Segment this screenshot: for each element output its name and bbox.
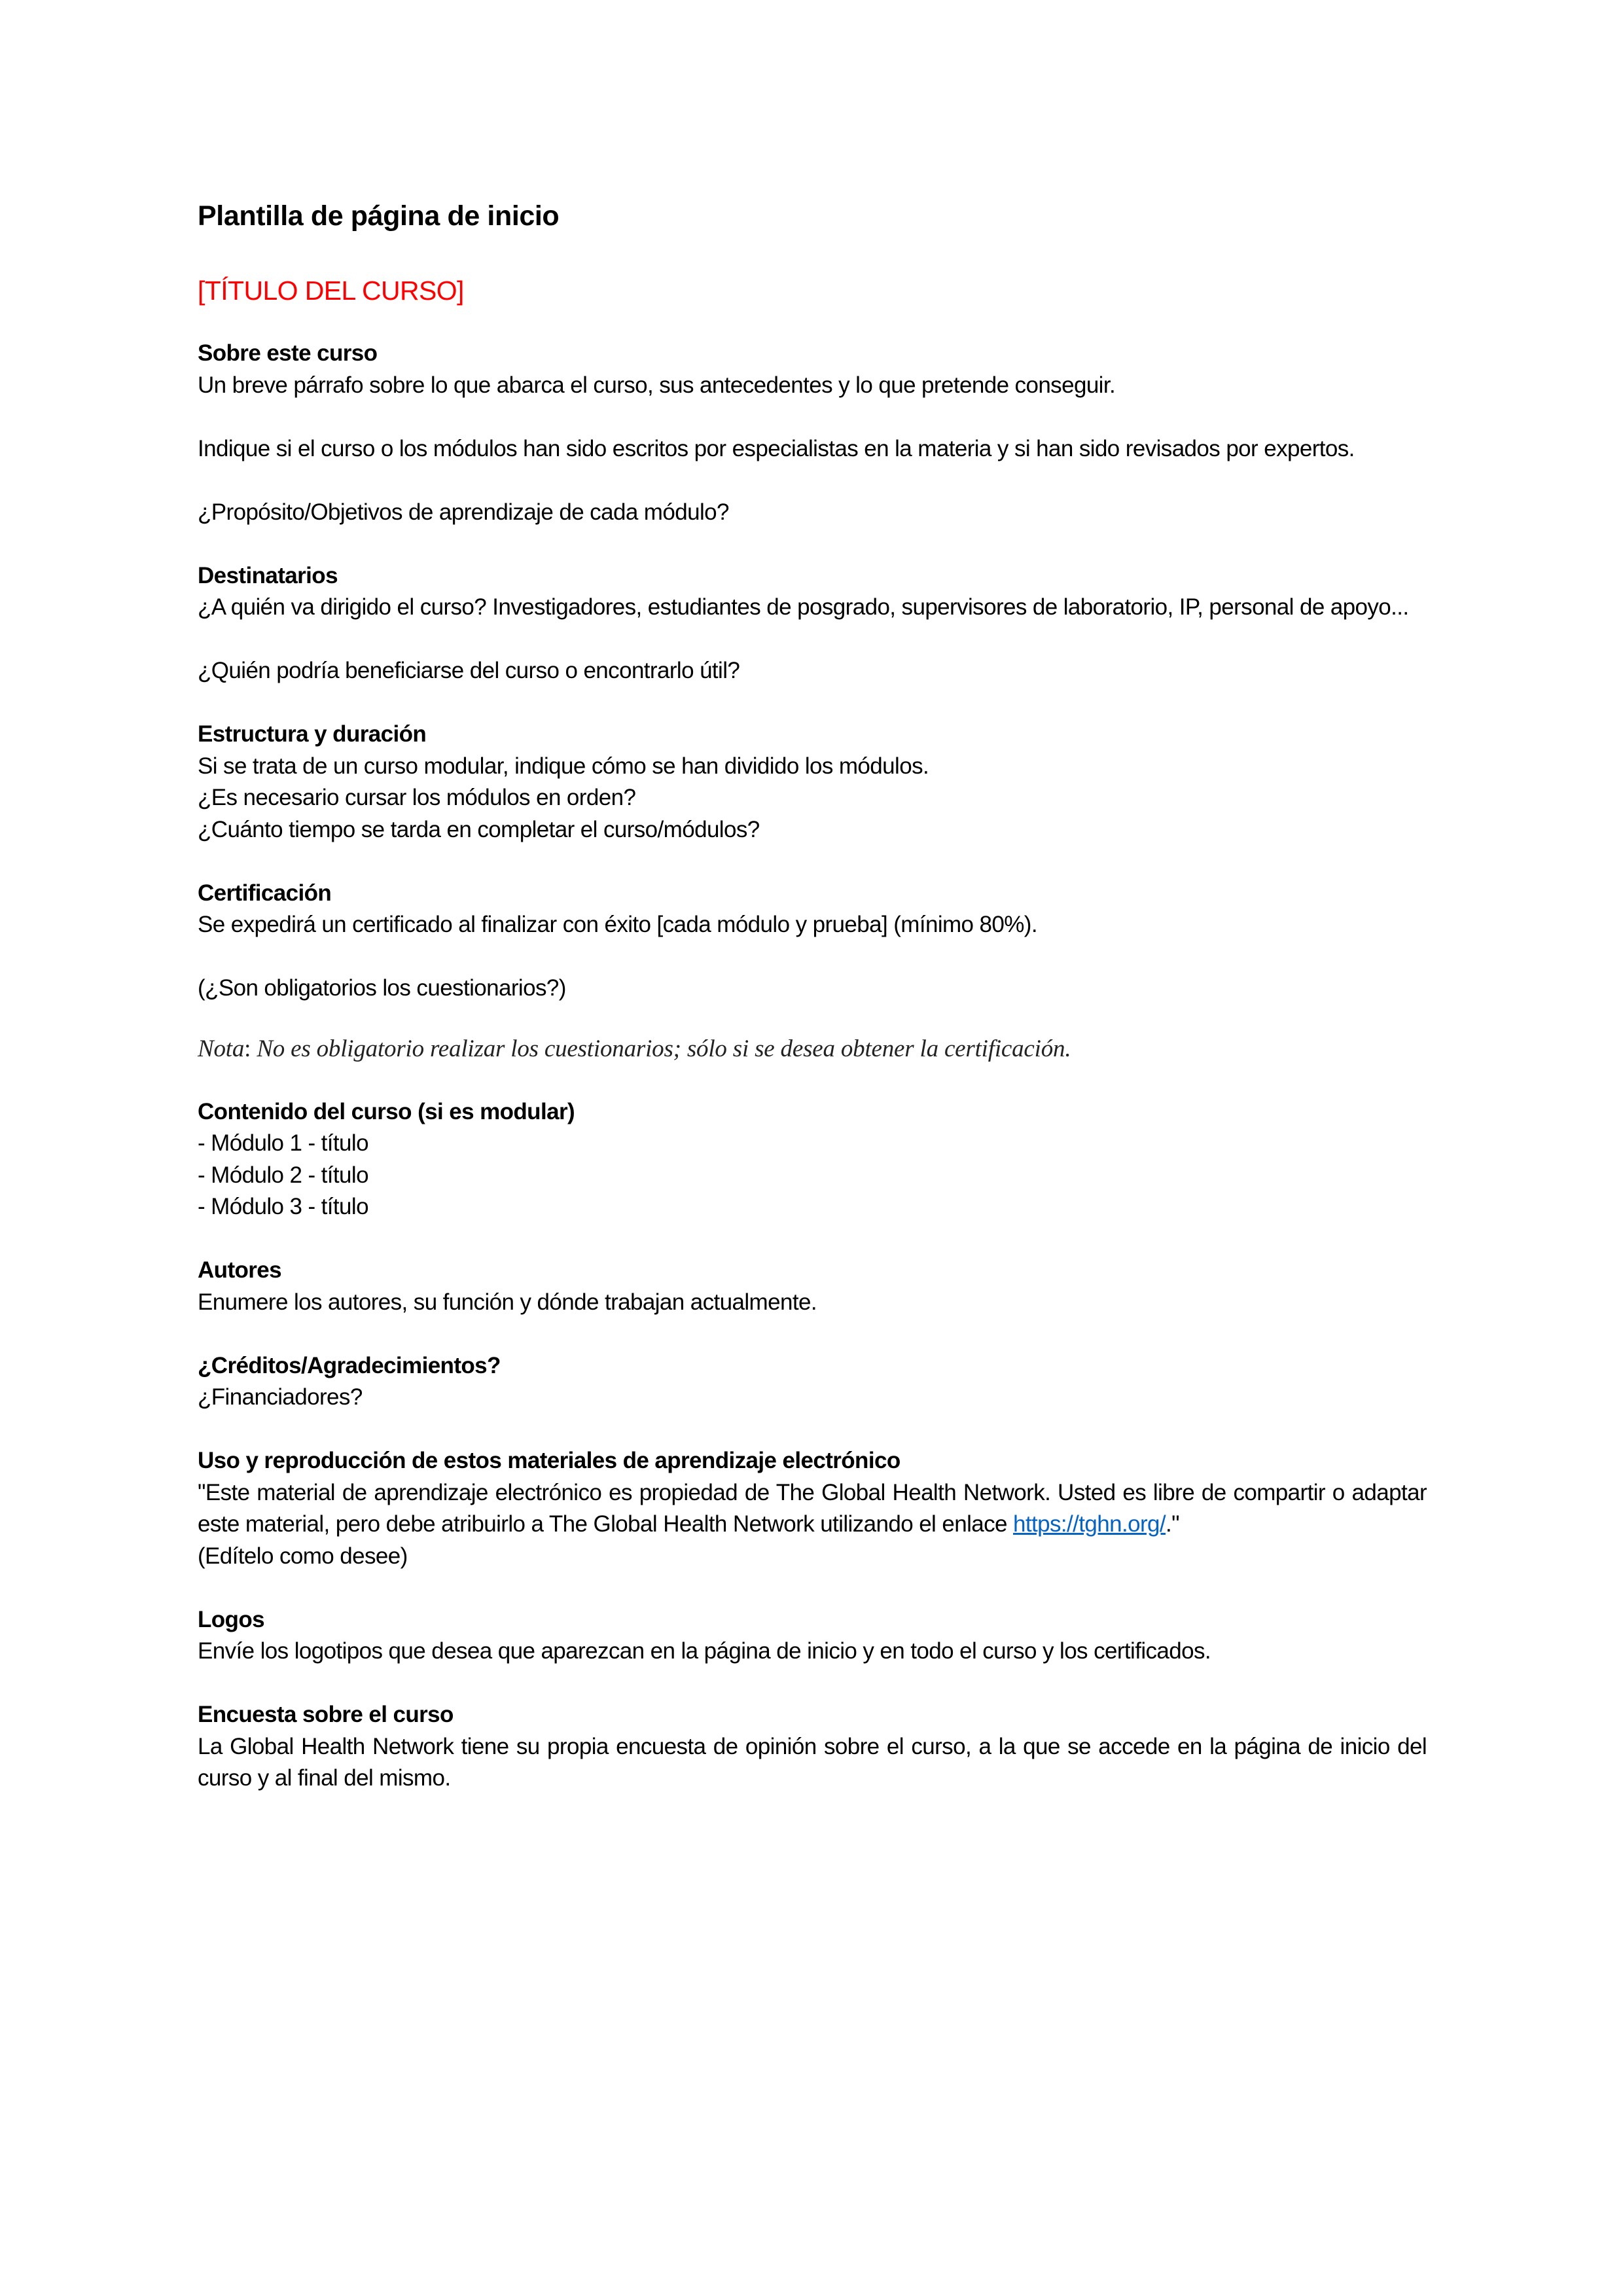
certification-note xyxy=(198,1031,1427,1067)
module-list-item: - Módulo 1 - título xyxy=(198,1130,368,1156)
section-heading-credits: ¿Créditos/Agradecimientos? xyxy=(198,1352,501,1378)
module-list-item: - Módulo 3 - título xyxy=(198,1194,368,1219)
authors-paragraph: Enumere los autores, su función y dónde trabajan actualmente. xyxy=(198,1289,817,1315)
usage-text-after-link: ." xyxy=(1166,1511,1179,1537)
section-usage xyxy=(198,1445,1427,1572)
about-paragraph-2: Indique si el curso o los módulos han sido escritos por especialistas en la materia y si han sido revisados por expertos. xyxy=(198,435,1355,461)
section-heading-usage: Uso y reproducción de estos materiales de aprendizaje electrónico xyxy=(198,1448,901,1473)
section-heading-about: Sobre este curso xyxy=(198,340,378,366)
note-body: No es obligatorio realizar los cuestionarios; sólo si se desea obtener la certificación. xyxy=(251,1035,1071,1062)
about-paragraph-3: ¿Propósito/Objetivos de aprendizaje de cada módulo? xyxy=(198,499,729,525)
audience-paragraph-1: ¿A quién va dirigido el curso? Investigadores, estudiantes de posgrado, supervisores de laboratorio, IP, personal de apoyo... xyxy=(198,594,1409,620)
section-credits xyxy=(198,1350,1427,1414)
audience-paragraph-2: ¿Quién podría beneficiarse del curso o encontrarlo útil? xyxy=(198,658,740,683)
document-title: Plantilla de página de inicio xyxy=(198,200,560,232)
section-heading-authors: Autores xyxy=(198,1257,282,1283)
usage-edit-note: (Edítelo como desee) xyxy=(198,1543,408,1569)
logos-paragraph: Envíe los logotipos que desea que aparezcan en la página de inicio y en todo el curso y los certificados. xyxy=(198,1638,1211,1664)
section-logos xyxy=(198,1604,1427,1668)
survey-paragraph: La Global Health Network tiene su propia encuesta de opinión sobre el curso, a la que se accede en la página de inicio del curso y al final del mismo. xyxy=(198,1733,1427,1791)
about-paragraph-1: Un breve párrafo sobre lo que abarca el curso, sus antecedentes y lo que pretende conseguir. xyxy=(198,372,1116,398)
usage-text-before-link: "Este material de aprendizaje electrónico es propiedad de The Global Health Network. Usted es libre de compartir o adaptar este material, pero debe atribuirlo a The Global Health Network utilizando el enlace xyxy=(198,1479,1427,1537)
section-heading-survey: Encuesta sobre el curso xyxy=(198,1702,454,1727)
section-heading-certification: Certificación xyxy=(198,880,332,906)
section-structure xyxy=(198,719,1427,846)
section-certification xyxy=(198,878,1427,1067)
module-list-item: - Módulo 2 - título xyxy=(198,1162,368,1188)
section-audience xyxy=(198,560,1427,687)
course-title-placeholder: [TÍTULO DEL CURSO] xyxy=(198,276,464,306)
structure-line-3: ¿Cuánto tiempo se tarda en completar el curso/módulos? xyxy=(198,816,760,842)
certification-paragraph-2: (¿Son obligatorios los cuestionarios?) xyxy=(198,975,566,1001)
credits-paragraph: ¿Financiadores? xyxy=(198,1384,363,1410)
section-survey xyxy=(198,1699,1427,1795)
document-page xyxy=(198,196,1427,1795)
note-colon: : xyxy=(244,1035,251,1062)
certification-paragraph-1: Se expedirá un certificado al finalizar con éxito [cada módulo y prueba] (mínimo 80%). xyxy=(198,912,1037,937)
section-heading-audience: Destinatarios xyxy=(198,562,338,588)
structure-line-1: Si se trata de un curso modular, indique cómo se han dividido los módulos. xyxy=(198,753,929,779)
section-authors xyxy=(198,1255,1427,1318)
section-heading-content: Contenido del curso (si es modular) xyxy=(198,1098,575,1124)
section-about xyxy=(198,338,1427,528)
tghn-link[interactable]: https://tghn.org/ xyxy=(1013,1511,1166,1537)
section-content xyxy=(198,1096,1427,1223)
note-label: Nota xyxy=(198,1035,245,1062)
section-heading-structure: Estructura y duración xyxy=(198,721,427,747)
structure-line-2: ¿Es necesario cursar los módulos en orden? xyxy=(198,785,636,810)
section-heading-logos: Logos xyxy=(198,1606,264,1632)
usage-paragraph xyxy=(198,1477,1427,1541)
